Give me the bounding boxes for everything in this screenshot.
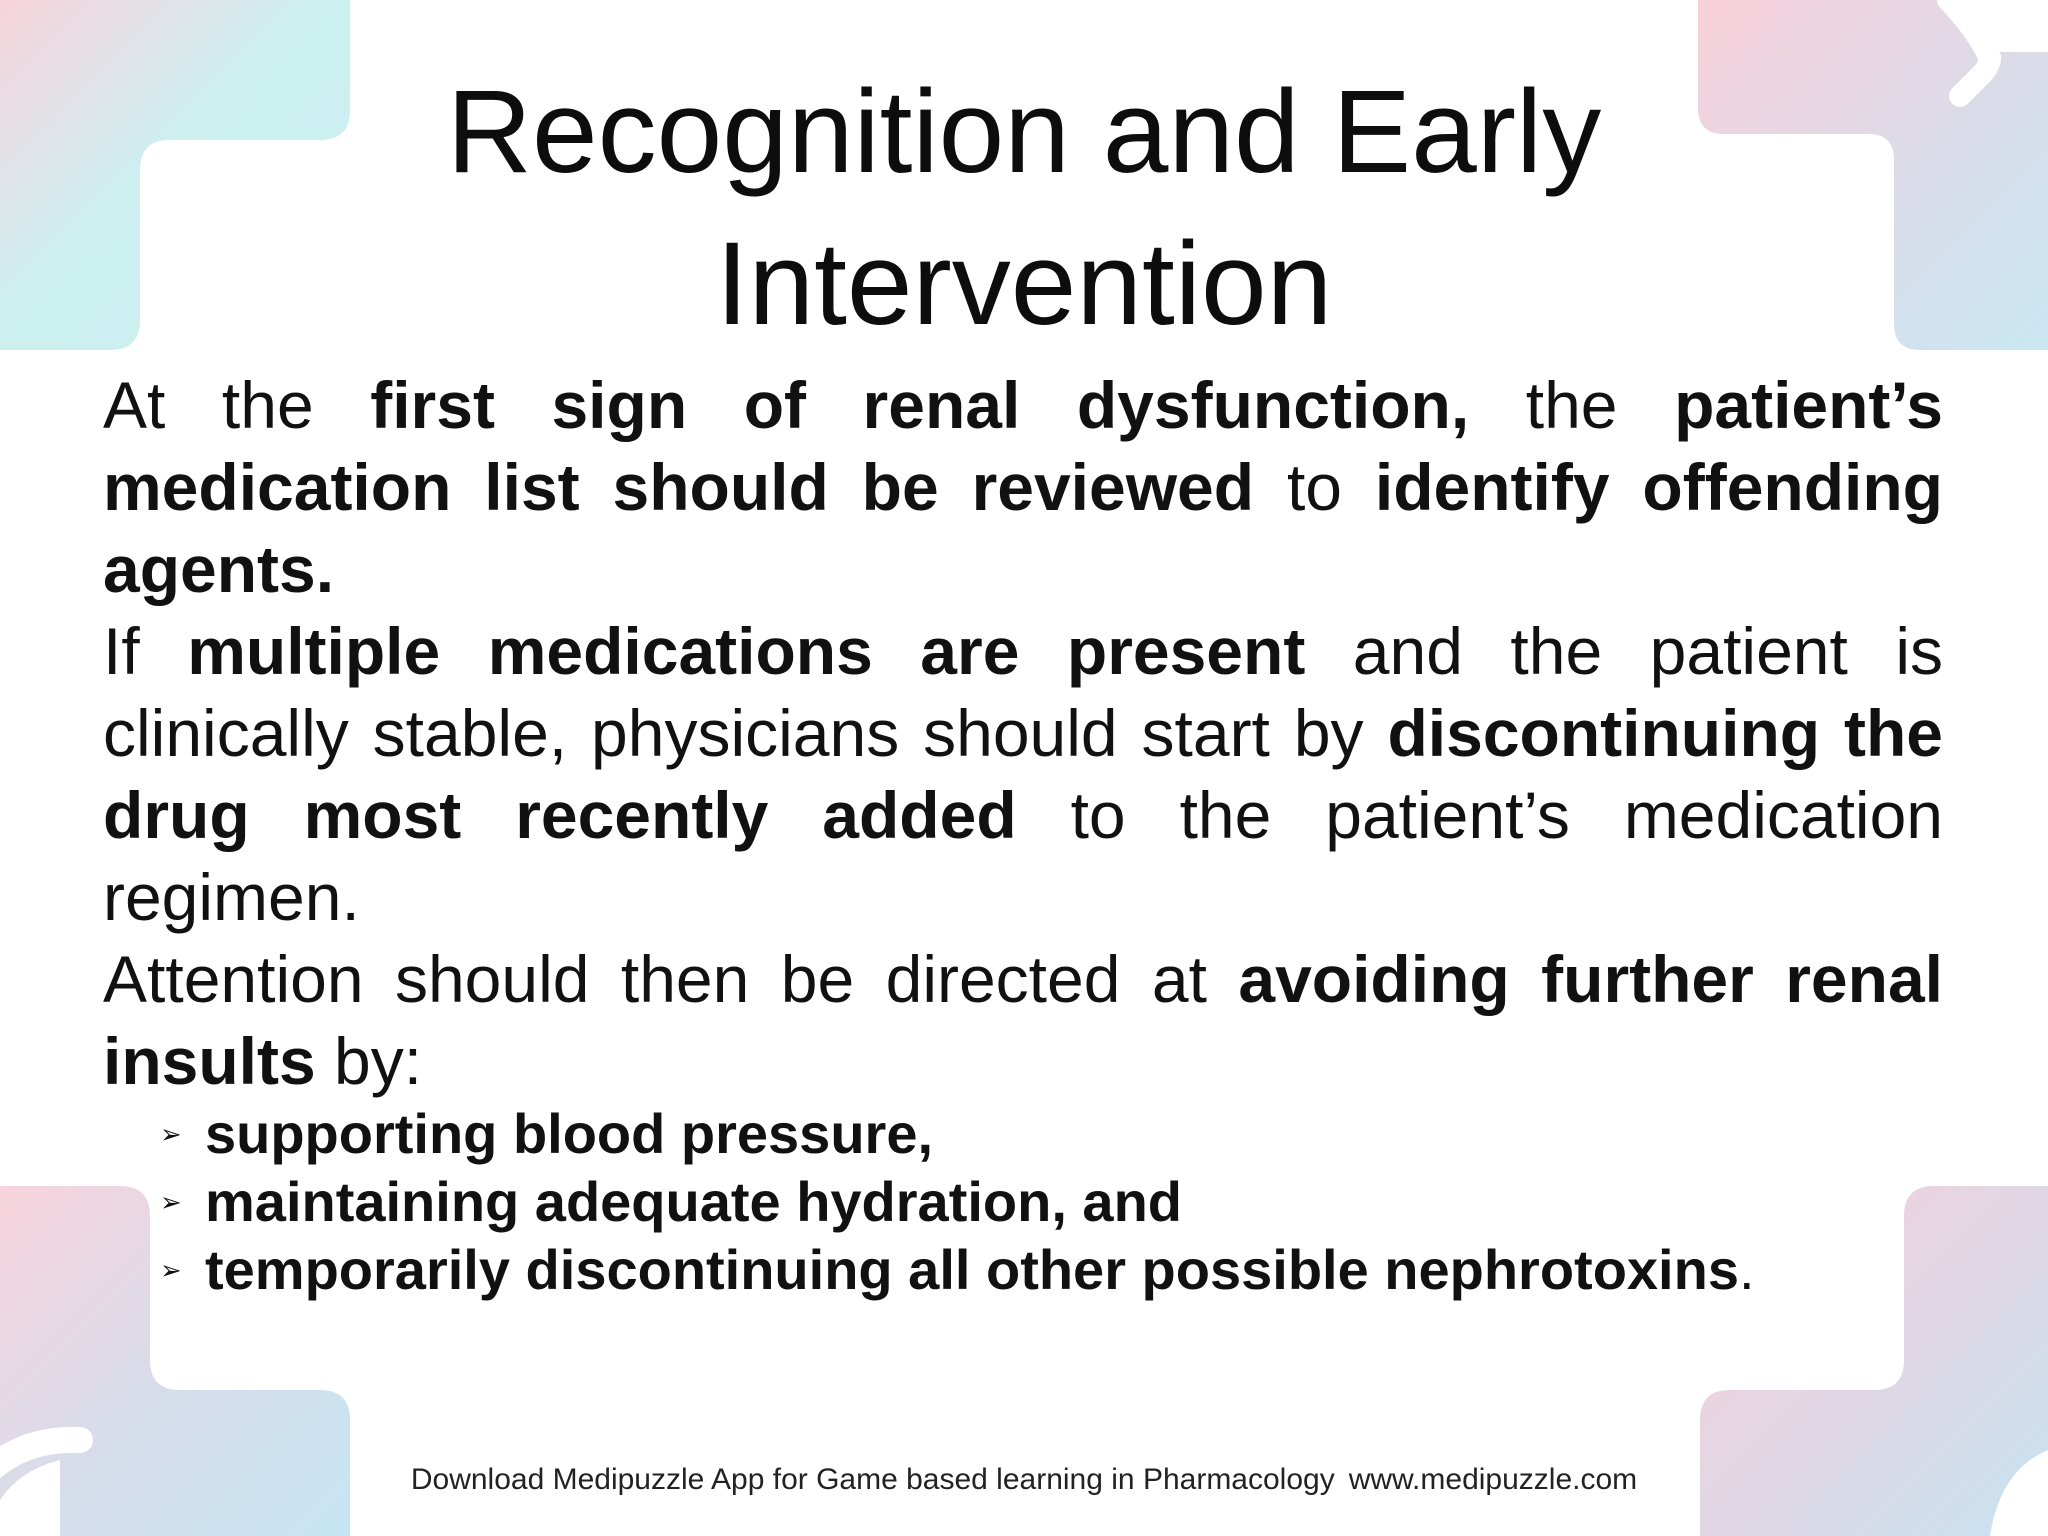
bullet-text: supporting blood pressure, [205,1102,934,1165]
bullet-text: maintaining adequate hydration, and [205,1170,1182,1233]
text-run: If [103,614,188,688]
list-item [160,1168,1755,1236]
text-run: the [1469,368,1675,442]
bold-text-run: identify offending agents. [103,450,1943,606]
bold-text-run: discontinuing the drug most recently added [103,696,1944,852]
bold-text-run: avoiding further renal insults [103,942,1943,1098]
footer-text: Download Medipuzzle App for Game based learning in Pharmacology [410,1463,1335,1496]
text-run: to [1254,450,1375,524]
paragraph-medication-review [103,364,1943,610]
paragraph-multiple-medications [103,610,1943,938]
bullet-tail: . [1738,1238,1755,1301]
text-run: Attention should then be directed at [103,942,1239,1016]
arrowhead-bullet-icon: ➢ [160,1119,182,1149]
bullet-text: temporarily discontinuing all other possible nephrotoxins [205,1238,1739,1301]
slide-body [103,364,1943,1102]
footer [0,1460,2048,1500]
intervention-bullet-list [160,1100,1755,1304]
list-item [160,1100,1755,1168]
text-run: by: [315,1024,423,1098]
footer-website-link[interactable]: www.medipuzzle.com [1348,1463,1638,1496]
title-line-2: Intervention [715,218,1333,350]
slide-title [250,56,1798,360]
bold-text-run: multiple medications are present [187,614,1306,688]
title-line-1: Recognition and Early [446,66,1602,198]
arrowhead-bullet-icon: ➢ [160,1255,182,1285]
bold-text-run: first sign of renal dysfunction, [370,368,1470,442]
text-run: to the patient’s medication regimen. [103,778,1943,934]
text-run: and the patient is clinically stable, physicians should start by [103,614,1943,770]
arrowhead-bullet-icon: ➢ [160,1187,182,1217]
list-item [160,1236,1755,1304]
paragraph-avoid-renal-insults [103,938,1943,1102]
bold-text-run: patient’s medication list should be reviewed [103,368,1944,524]
text-run: At the [103,368,371,442]
